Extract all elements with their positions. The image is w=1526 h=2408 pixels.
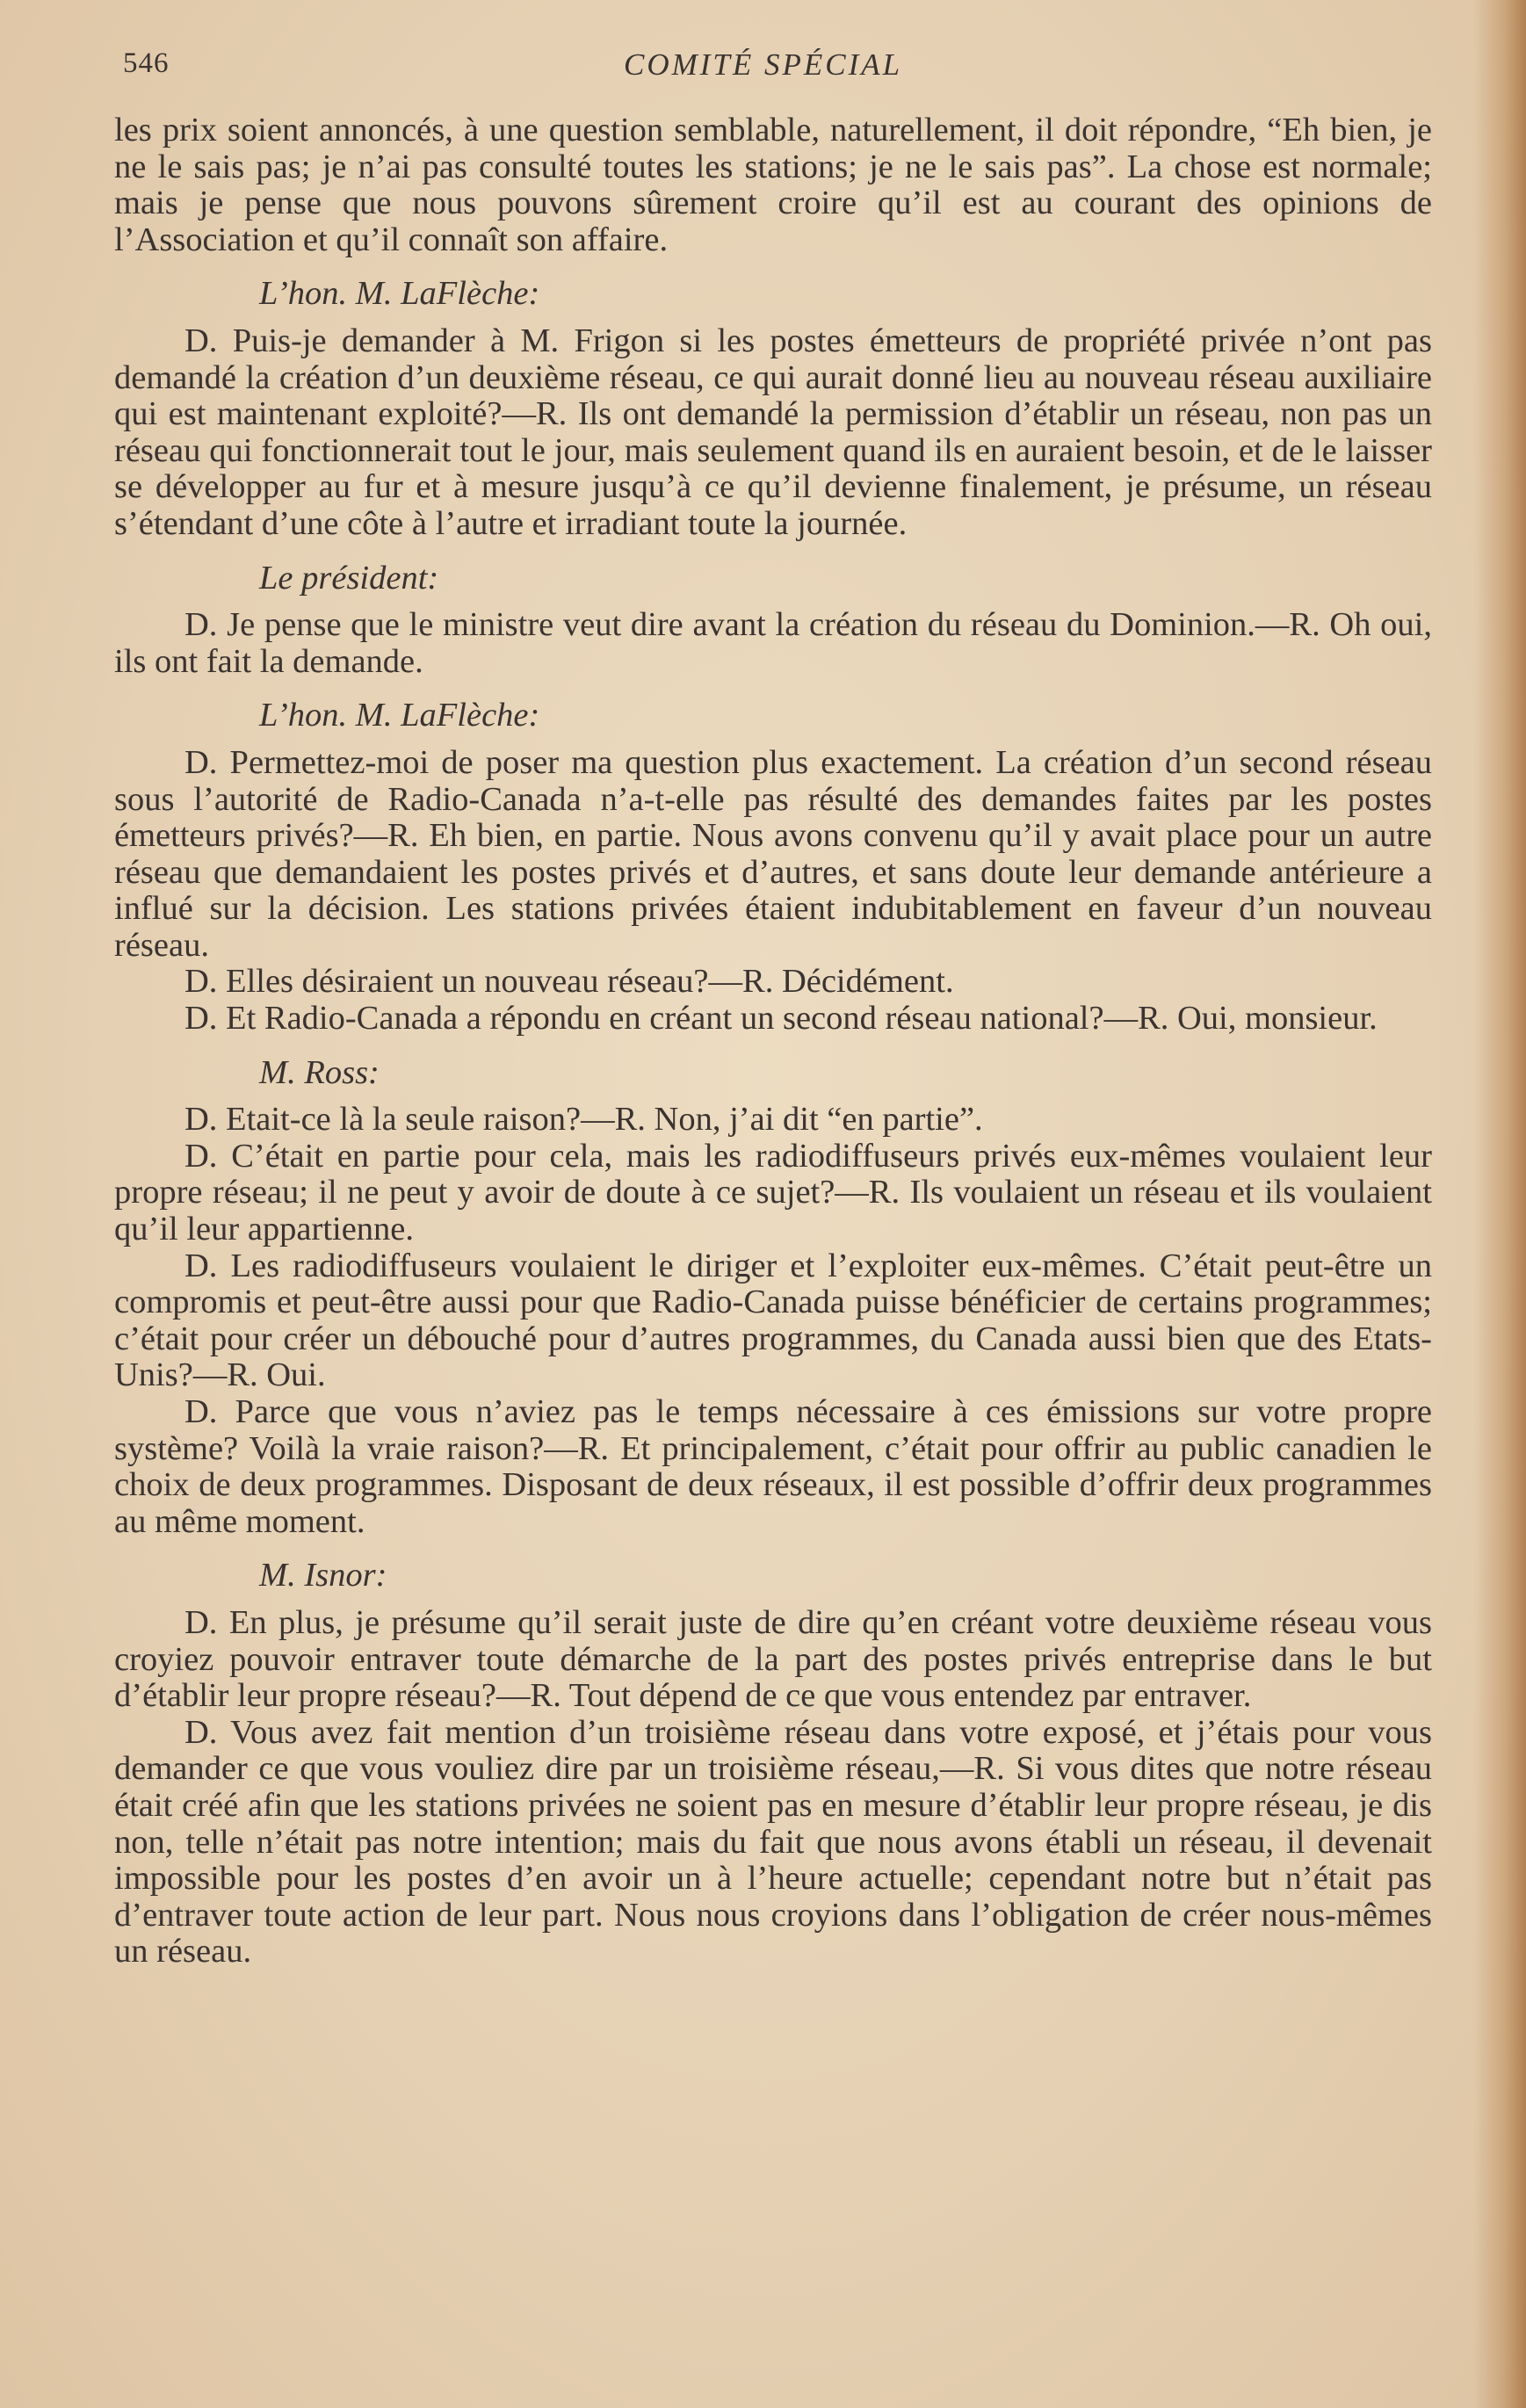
qa-paragraph: D. Je pense que le ministre veut dire avant la création du réseau du Dominion.—R. Oh oui, ils ont fait la demande.: [114, 606, 1432, 680]
page-number: 546: [123, 47, 170, 79]
qa-paragraph: D. Les radiodiffuseurs voulaient le diriger et l’exploiter eux-mêmes. C’était peut-être un compromis et peut-être aussi pour que Radio-Canada puisse bénéficier de certains programmes; c’était pour créer un débouché pour d’autres programmes, du Canada aussi bien que des Etats-Unis?—R. Oui.: [114, 1247, 1432, 1394]
running-head: COMITÉ SPÉCIAL: [624, 47, 903, 82]
page-header: [114, 47, 1432, 86]
qa-paragraph: D. Elles désiraient un nouveau réseau?—R. Décidément.: [184, 963, 954, 1001]
qa-paragraph: D. En plus, je présume qu’il serait juste de dire qu’en créant votre deuxième réseau vous croyiez pouvoir entraver toute démarche de la part des postes privés entreprise dans le but d’établir leur propre réseau?—R. Tout dépend de ce que vous entendez par entraver.: [114, 1603, 1432, 1715]
qa-paragraph: D. Vous avez fait mention d’un troisième réseau dans votre exposé, et j’étais pour vous demander ce que vous vouliez dire par un troisième réseau,—R. Si vous dites que notre réseau était créé afin que les stations privées ne soient pas en mesure d’établir leur propre réseau, je dis non, telle n’était pas notre intention; mais du fait que nous avons établi un réseau, il devenait impossible pour les postes d’en avoir un à l’heure actuelle; cependant notre but n’était pas d’entraver toute action de leur part. Nous nous croyions dans l’obligation de créer nous-mêmes un réseau.: [114, 1713, 1432, 1971]
qa-paragraph: D. Parce que vous n’aviez pas le temps nécessaire à ces émissions sur votre propre système? Voilà la vraie raison?—R. Et principalement, c’était pour offrir au public canadien le choix de deux programmes. Disposant de deux réseaux, il est possible d’offrir deux programmes au même moment.: [114, 1393, 1432, 1540]
page-edge-shadow: [1473, 0, 1526, 2408]
speaker-heading: M. Isnor:: [259, 1557, 387, 1594]
qa-paragraph: D. Permettez-moi de poser ma question plus exactement. La création d’un second réseau sous l’autorité de Radio-Canada n’a-t-elle pas résulté des demandes faites par les postes émetteurs privés?—R. Eh bien, en partie. Nous avons convenu qu’il y avait place pour un autre réseau que demandaient les postes privés et d’autres, et sans doute leur demande antérieure a influé sur la décision. Les stations privées étaient indubitablement en faveur d’un nouveau réseau.: [114, 743, 1432, 964]
speaker-heading: L’hon. M. LaFlèche:: [259, 697, 540, 734]
qa-paragraph: D. C’était en partie pour cela, mais les radiodiffuseurs privés eux-mêmes voulaient leur propre réseau; il ne peut y avoir de doute à ce sujet?—R. Ils voulaient un réseau et ils voulaient qu’il leur appartienne.: [114, 1137, 1432, 1248]
speaker-heading: L’hon. M. LaFlèche:: [259, 275, 540, 313]
speaker-heading: Le président:: [259, 559, 439, 597]
speaker-heading: M. Ross:: [259, 1053, 380, 1091]
body-text: [114, 112, 1432, 1971]
qa-paragraph: D. Puis-je demander à M. Frigon si les postes émetteurs de propriété privée n’ont pas demandé la création d’un deuxième réseau, ce qui aurait donné lieu au nouveau réseau auxiliaire qui est maintenant exploité?—R. Ils ont demandé la permission d’établir un réseau, non pas un réseau qui fonctionnerait tout le jour, mais seulement quand ils en auraient besoin, et de le laisser se développer au fur et à mesure jusqu’à ce qu’il devienne finalement, je présume, un réseau s’étendant d’une côte à l’autre et irradiant toute la journée.: [114, 322, 1432, 542]
qa-paragraph: D. Etait-ce là la seule raison?—R. Non, j’ai dit “en partie”.: [184, 1101, 983, 1139]
paragraph: les prix soient annoncés, à une question semblable, naturellement, il doit répondre, “Eh bien, je ne le sais pas; je n’ai pas consulté toutes les stations; je ne le sais pas”. La chose est normale; mais je pense que nous pouvons sûrement croire qu’il est au courant des opinions de l’Association et qu’il connaît son affaire.: [114, 112, 1432, 258]
qa-paragraph: D. Et Radio-Canada a répondu en créant un second réseau national?—R. Oui, monsieur.: [184, 1000, 1378, 1038]
